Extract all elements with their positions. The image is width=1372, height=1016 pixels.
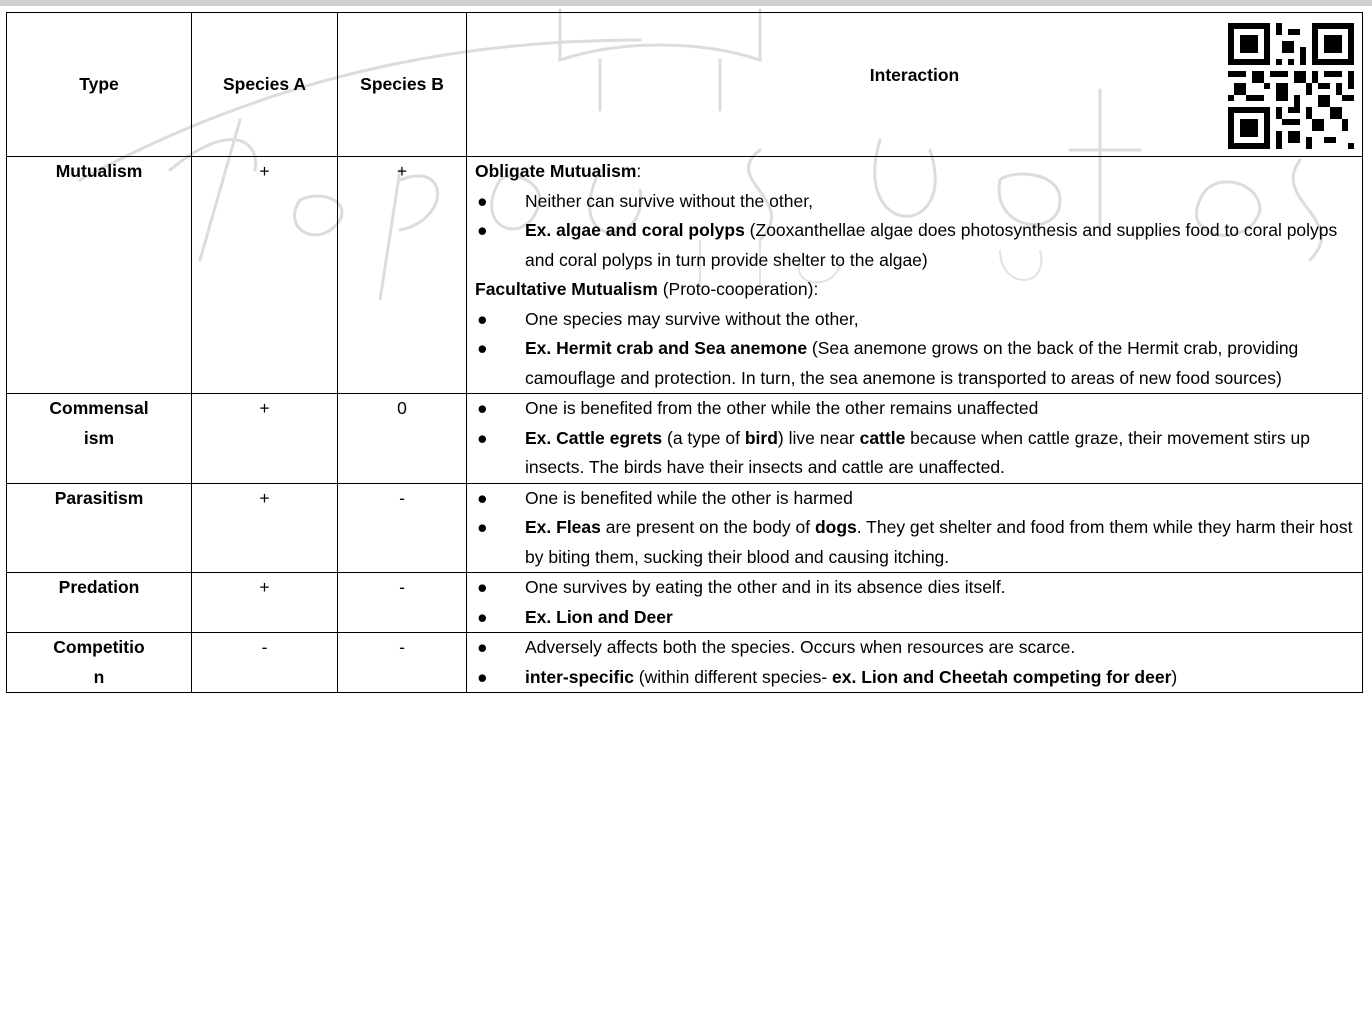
table-row xyxy=(7,483,1363,573)
list-item xyxy=(475,394,1354,424)
bullet-icon: ● xyxy=(477,220,488,240)
type-label: Commensal xyxy=(49,398,149,418)
qr-code-icon xyxy=(1228,23,1354,149)
bullet-icon: ● xyxy=(477,427,488,448)
example-text: ) xyxy=(1171,666,1178,687)
subheading xyxy=(475,157,1354,187)
bullet-icon: ● xyxy=(477,577,488,597)
list-item xyxy=(475,187,1354,217)
header-species-a: Species A xyxy=(192,13,338,157)
example-text: . They get shelter and food from them while they harm their host by biting them, sucking their blood and causing itching. xyxy=(525,517,1353,567)
species-b-cell: - xyxy=(338,573,467,633)
example-bold: Ex. Hermit crab and Sea anemone xyxy=(525,338,808,358)
bullet-icon: ● xyxy=(477,666,488,687)
top-bar xyxy=(0,0,1372,6)
list-item xyxy=(475,663,1354,693)
interaction-cell xyxy=(467,483,1363,573)
type-cell xyxy=(7,633,192,693)
example-text: ) live near xyxy=(777,427,860,448)
list-item-text: One is benefited from the other while the other remains unaffected xyxy=(525,398,1039,418)
type-label-cont: n xyxy=(93,666,105,687)
example-text: because when cattle graze, their movement stirs up insects. The birds have their insects and cattle are unaffected. xyxy=(525,427,1310,477)
list-item xyxy=(475,305,1354,335)
list-item-text xyxy=(525,663,1354,693)
bullet-icon: ● xyxy=(477,398,488,418)
list-item xyxy=(475,513,1354,572)
type-label: Predation xyxy=(58,577,140,597)
example-text: are present on the body of xyxy=(600,517,815,537)
species-a-cell: - xyxy=(192,633,338,693)
list-item-text: One is benefited while the other is harmed xyxy=(525,487,853,508)
type-label: Parasitism xyxy=(54,487,144,508)
example-bold: cattle xyxy=(859,427,906,448)
bullet-icon: ● xyxy=(477,517,488,537)
bullet-icon: ● xyxy=(477,637,488,657)
list-item xyxy=(475,334,1354,393)
interaction-cell xyxy=(467,157,1363,394)
type-label: Mutualism xyxy=(55,161,143,181)
header-interaction-cell xyxy=(467,13,1363,157)
table-row xyxy=(7,157,1363,394)
bullet-icon: ● xyxy=(477,190,488,211)
example-bold: Ex. algae and coral polyps xyxy=(525,220,745,240)
species-a-cell: + xyxy=(192,157,338,394)
table-row xyxy=(7,394,1363,484)
header-row xyxy=(7,13,1363,157)
species-a-cell: + xyxy=(192,573,338,633)
bullet-icon: ● xyxy=(477,308,488,329)
list-item xyxy=(475,424,1354,483)
list-item-text: One survives by eating the other and in its absence dies itself. xyxy=(525,577,1006,597)
species-interaction-table xyxy=(6,12,1363,693)
list-item-text: Neither can survive without the other, xyxy=(525,190,813,211)
subheading-title: Facultative Mutualism xyxy=(475,279,658,299)
interaction-cell xyxy=(467,394,1363,484)
subheading-suffix: (Proto-cooperation): xyxy=(657,279,819,299)
bullet-icon: ● xyxy=(477,338,488,358)
example-text: (a type of xyxy=(662,427,745,448)
example-bold: Ex. Fleas xyxy=(525,517,601,537)
type-label-cont: ism xyxy=(83,427,115,448)
example-rest: (Zooxanthellae algae does photosynthesis and supplies food to coral polyps and coral polyps in turn provide shelter to the algae) xyxy=(525,220,1338,270)
list-item-text xyxy=(525,513,1354,572)
type-cell xyxy=(7,157,192,394)
example-rest: (Sea anemone grows on the back of the Hermit crab, providing camouflage and protection. In turn, the sea anemone is transported to areas of new food sources) xyxy=(525,338,1299,388)
subheading-title: Obligate Mutualism xyxy=(475,161,637,181)
species-a-cell: + xyxy=(192,483,338,573)
species-b-cell: + xyxy=(338,157,467,394)
species-b-cell: 0 xyxy=(338,394,467,484)
species-b-cell: - xyxy=(338,483,467,573)
interaction-cell xyxy=(467,633,1363,693)
header-species-b: Species B xyxy=(338,13,467,157)
list-item xyxy=(475,484,1354,514)
list-item xyxy=(475,603,1354,633)
table-row xyxy=(7,573,1363,633)
type-label: Competitio xyxy=(53,637,145,657)
type-cell xyxy=(7,483,192,573)
subheading-suffix: : xyxy=(636,161,642,181)
list-item-text xyxy=(525,334,1354,393)
example-bold: inter-specific xyxy=(525,666,634,687)
example-bold: bird xyxy=(744,427,778,448)
example-text: (within different species- xyxy=(633,666,833,687)
list-item-text: Ex. Lion and Deer xyxy=(525,606,673,627)
type-cell xyxy=(7,573,192,633)
list-item xyxy=(475,573,1354,603)
bullet-icon: ● xyxy=(477,606,488,627)
list-item-text: One species may survive without the other, xyxy=(525,308,859,329)
list-item-text: Adversely affects both the species. Occurs when resources are scarce. xyxy=(525,637,1076,657)
subheading xyxy=(475,275,1354,305)
table-row xyxy=(7,633,1363,693)
species-a-cell: + xyxy=(192,394,338,484)
list-item-text xyxy=(525,424,1354,483)
header-interaction: Interaction xyxy=(869,65,960,85)
example-bold: ex. Lion and Cheetah competing for deer xyxy=(832,666,1172,687)
list-item xyxy=(475,216,1354,275)
interaction-cell xyxy=(467,573,1363,633)
example-bold: dogs xyxy=(814,517,857,537)
header-type: Type xyxy=(7,13,192,157)
example-bold: Ex. Cattle egrets xyxy=(525,427,663,448)
list-item-text xyxy=(525,216,1354,275)
species-b-cell: - xyxy=(338,633,467,693)
type-cell xyxy=(7,394,192,484)
bullet-icon: ● xyxy=(477,487,488,508)
list-item xyxy=(475,633,1354,663)
